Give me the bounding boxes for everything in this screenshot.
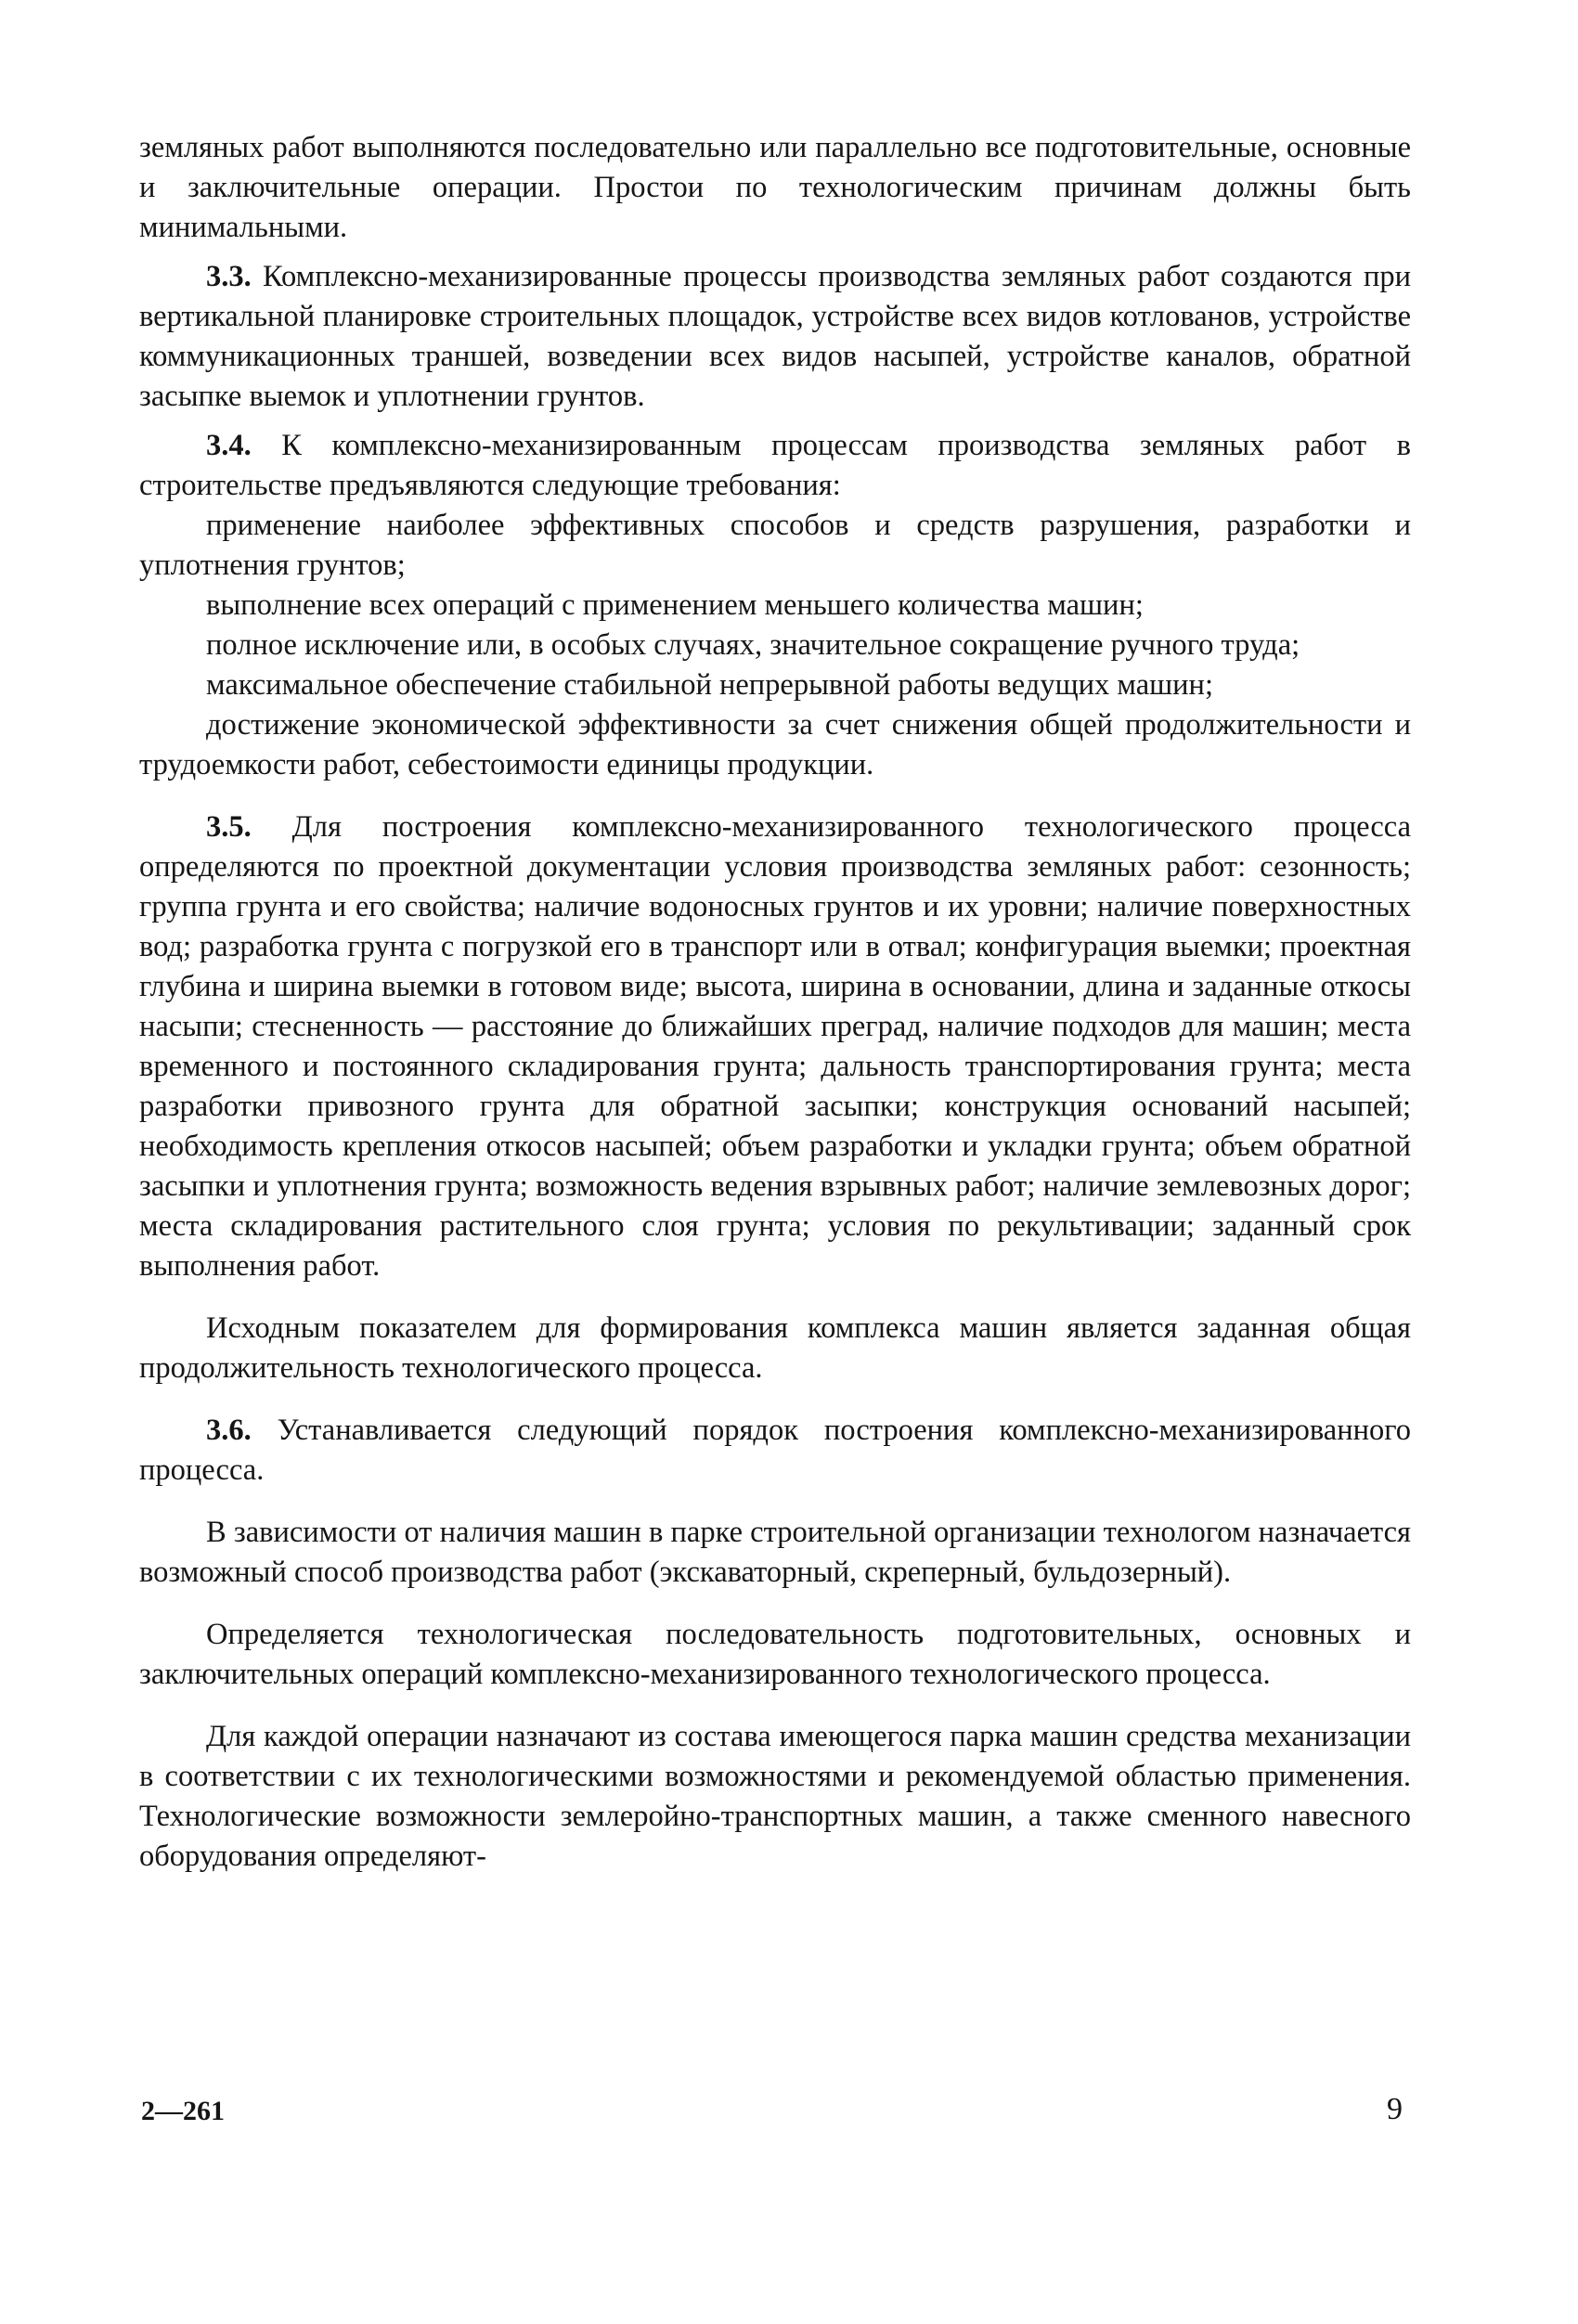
signature-mark: 2—261 — [141, 2096, 225, 2126]
list-item: максимальное обеспечение стабильной непрерывной работы ведущих машин; — [206, 668, 1213, 702]
paragraph-3-4 — [139, 426, 1411, 506]
paragraph-sequence: Определяется технологическая последовательность подготовительных, основных и заключительных операций комплексно-механизированного технологического процесса. — [139, 1618, 1411, 1691]
paragraph-text: Для построения комплексно-механизированного технологического процесса определяются по проектной документации условия производства земляных работ: сезонность; группа грунта и его свойства; наличие водоносных грунтов и их уровни; наличие поверхностных вод; разработка грунта с погрузкой его в транспорт или в отвал; конфигурация выемки; проектная глубина и ширина выемки в готовом виде; высота, ширина в основании, длина и заданные откосы насыпи; стесненность — расстояние до ближайших преград, наличие подходов для машин; места временного и постоянного складирования грунта; дальность транспортирования грунта; места разработки привозного грунта для обратной засыпки; конструкция оснований насыпей; необходимость крепления откосов насыпей; объем разработки и укладки грунта; объем обратной засыпки и уплотнения грунта; возможность ведения взрывных работ; наличие землевозных дорог; места складирования растительного слоя грунта; условия по рекультивации; заданный срок выполнения работ. — [139, 810, 1411, 1283]
paragraph-text: Комплексно-механизированные процессы производства земляных работ создаются при вертикальной планировке строительных площадок, устройстве всех видов котлованов, устройстве коммуникационных траншей, возведении всех видов насыпей, устройстве каналов, обратной засыпке выемок и уплотнении грунтов. — [139, 260, 1411, 413]
list-item: полное исключение или, в особых случаях, значительное сокращение ручного труда; — [206, 628, 1300, 662]
paragraph-3-5 — [139, 807, 1411, 1286]
list-item: выполнение всех операций с применением меньшего количества машин; — [206, 588, 1144, 622]
clause-number: 3.4. — [206, 429, 252, 462]
list-item: достижение экономической эффективности за счет снижения общей продолжительности и трудоемкости работ, себестоимости единицы продукции. — [139, 708, 1411, 781]
paragraph-text: К комплексно-механизированным процессам производства земляных работ в строительстве предъявляются следующие требования: — [139, 429, 1411, 502]
clause-number: 3.6. — [206, 1414, 252, 1447]
list-item: применение наиболее эффективных способов и средств разрушения, разработки и уплотнения грунтов; — [139, 509, 1411, 582]
paragraph-3-3 — [139, 257, 1411, 417]
page-number: 9 — [1387, 2092, 1403, 2126]
paragraph-machine-assignment: Для каждой операции назначают из состава имеющегося парка машин средства механизации в соответствии с их технологическими возможностями и рекомендуемой областью применения. Технологические возможности землеройно-транспортных машин, а также сменного навесного оборудования определяют- — [139, 1720, 1411, 1873]
paragraph-method-selection: В зависимости от наличия машин в парке строительной организации технологом назначается возможный способ производства работ (экскаваторный, скреперный, бульдозерный). — [139, 1516, 1411, 1589]
document-body — [139, 128, 1411, 1877]
paragraph-continuation: земляных работ выполняются последовательно или параллельно все подготовительные, основные и заключительные операции. Простои по технологическим причинам должны быть минимальными. — [139, 131, 1411, 244]
clause-number: 3.5. — [206, 810, 252, 844]
paragraph-initial-indicator: Исходным показателем для формирования комплекса машин является заданная общая продолжительность технологического процесса. — [139, 1311, 1411, 1385]
clause-number: 3.3. — [206, 260, 252, 293]
paragraph-text: Устанавливается следующий порядок построения комплексно-механизированного процесса. — [139, 1414, 1411, 1487]
paragraph-3-6 — [139, 1411, 1411, 1491]
